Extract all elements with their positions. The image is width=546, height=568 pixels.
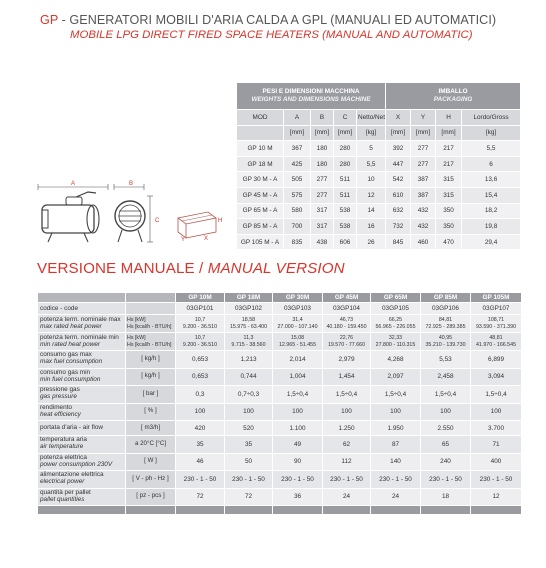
spec-value: 4,268 (371, 351, 421, 369)
dimension-value: 447 (386, 156, 411, 172)
heat-power-value: 32,33 27.800 - 110.315 (371, 333, 421, 351)
dim-column-header: B (311, 110, 334, 126)
spec-value: 18 (421, 488, 471, 506)
dimension-value: 350 (436, 203, 462, 219)
parameter-unit: a 20°C [°C] (126, 436, 176, 454)
model-header: GP 105M (471, 293, 522, 303)
spec-value: 24 (323, 488, 371, 506)
dimension-value: 367 (284, 141, 311, 157)
dimension-label-b: B (129, 181, 134, 187)
spec-value: 1.100 (273, 421, 323, 436)
heat-power-value: 66,25 56.965 - 226.055 (371, 315, 421, 333)
parameter-unit: [ pz - pcs ] (126, 488, 176, 506)
dimension-value: 438 (311, 234, 334, 250)
dimension-value: 387 (411, 187, 436, 203)
model-cell: GP 30 M - A (237, 172, 284, 188)
heat-power-value: 22,76 19.570 - 77.660 (323, 333, 371, 351)
dimension-value: 610 (386, 187, 411, 203)
dim-unit: [mm] (386, 125, 411, 141)
spec-value: 87 (371, 436, 421, 454)
heater-front-view-icon (115, 201, 145, 242)
dimensions-row (237, 203, 521, 219)
model-cell: GP 45 M - A (237, 187, 284, 203)
dimension-value: 280 (334, 141, 357, 157)
spec-value: 100 (323, 403, 371, 421)
heat-power-value: 31,4 27.000 - 107.140 (273, 315, 323, 333)
spec-value: 72 (225, 488, 273, 506)
product-code: 03GP102 (225, 303, 273, 315)
packaging-header: IMBALLO PACKAGING (386, 83, 521, 110)
spec-value: 0,3 (176, 386, 225, 404)
dimension-value: 29,4 (462, 234, 521, 250)
dimension-value: 432 (411, 203, 436, 219)
spec-value: 2,458 (421, 368, 471, 386)
dimension-value: 700 (284, 219, 311, 235)
dimension-drawings (36, 178, 231, 248)
spec-value: 35 (176, 436, 225, 454)
model-cell: GP 10 M (237, 141, 284, 157)
heater-side-view-icon (42, 192, 99, 242)
spec-value: 230 - 1 - 50 (421, 471, 471, 489)
dimension-value: 538 (334, 219, 357, 235)
catalog-title (40, 13, 496, 27)
dimension-value: 14 (357, 203, 386, 219)
dim-unit: [mm] (411, 125, 436, 141)
dimension-value: 542 (386, 172, 411, 188)
dimension-value: 392 (386, 141, 411, 157)
heat-power-value: 11,3 9.715 - 38.560 (225, 333, 273, 351)
spec-value: 0,744 (225, 368, 273, 386)
parameter-unit: Hs [kW] Hs [kcal/h - BTU/h] (126, 315, 176, 333)
heat-power-value: 40,95 35.210 - 139.730 (421, 333, 471, 351)
dimension-value: 470 (436, 234, 462, 250)
spec-value: 1,5÷0,4 (421, 386, 471, 404)
title-italian: GENERATORI MOBILI D'ARIA CALDA A GPL (MANUALI ED AUTOMATICI) (69, 13, 497, 27)
spec-value: 100 (176, 403, 225, 421)
dimensions-row (237, 141, 521, 157)
parameter-label: pressione gas gas pressure (38, 386, 126, 404)
spec-value: 1,213 (225, 351, 273, 369)
dimension-value: 317 (311, 203, 334, 219)
heat-power-value: 15,08 12.965 - 51.455 (273, 333, 323, 351)
dimension-value: 15,4 (462, 187, 521, 203)
spec-value: 90 (273, 453, 323, 471)
dimension-value: 732 (386, 219, 411, 235)
spec-value: 5,53 (421, 351, 471, 369)
dimension-value: 580 (284, 203, 311, 219)
spec-value: 6,899 (471, 351, 522, 369)
dimension-value: 315 (436, 172, 462, 188)
spec-value: 100 (371, 403, 421, 421)
dimension-value: 180 (311, 141, 334, 157)
dimension-value: 432 (411, 219, 436, 235)
spec-value: 71 (471, 436, 522, 454)
spec-value: 230 - 1 - 50 (471, 471, 522, 489)
model-header: GP 18M (225, 293, 273, 303)
dimension-label-x: X (204, 236, 209, 242)
dimension-value: 16 (357, 219, 386, 235)
dimensions-column-headers (237, 110, 521, 126)
parameter-label: portata d'aria - air flow (38, 421, 126, 436)
product-code: 03GP101 (176, 303, 225, 315)
dim-column-header: MOD (237, 110, 284, 126)
spec-value: 0,7÷0,3 (225, 386, 273, 404)
dimension-value: 835 (284, 234, 311, 250)
spec-row (38, 351, 522, 369)
package-box-icon (178, 212, 216, 238)
heat-power-value: 10,7 9.200 - 36.510 (176, 333, 225, 351)
dimension-value: 315 (436, 187, 462, 203)
parameter-label: consumo gas max max fuel consumption (38, 351, 126, 369)
spec-value: 49 (273, 436, 323, 454)
dimensions-table (236, 82, 521, 250)
model-header: GP 30M (273, 293, 323, 303)
dimension-value: 845 (386, 234, 411, 250)
model-header: GP 10M (176, 293, 225, 303)
title-english: MOBILE LPG DIRECT FIRED SPACE HEATERS (MANUAL AND AUTOMATIC) (70, 29, 473, 41)
dim-column-header: Netto/Net (357, 110, 386, 126)
dimension-value: 5 (357, 141, 386, 157)
dimension-value: 13,6 (462, 172, 521, 188)
dimension-value: 575 (284, 187, 311, 203)
spec-row (38, 488, 522, 506)
product-code: 03GP106 (421, 303, 471, 315)
spec-value: 230 - 1 - 50 (371, 471, 421, 489)
spec-value: 3.700 (471, 421, 522, 436)
model-cell: GP 85 M - A (237, 219, 284, 235)
spec-value: 1,004 (273, 368, 323, 386)
spec-value: 520 (225, 421, 273, 436)
product-code: 03GP104 (323, 303, 371, 315)
parameter-unit: [ V - ph - Hz ] (126, 471, 176, 489)
model-cell: GP 18 M (237, 156, 284, 172)
dimension-value: 19,8 (462, 219, 521, 235)
product-code: 03GP105 (371, 303, 421, 315)
heat-power-value: 10,7 9.200 - 36.510 (176, 315, 225, 333)
code-row (38, 303, 522, 315)
dimensions-row (237, 156, 521, 172)
spec-row (38, 453, 522, 471)
spec-value: 2,979 (323, 351, 371, 369)
spec-value: 140 (371, 453, 421, 471)
dim-column-header: C (334, 110, 357, 126)
spec-value: 72 (176, 488, 225, 506)
parameter-unit: [ % ] (126, 403, 176, 421)
dimension-value: 217 (436, 141, 462, 157)
parameter-label: potenza term. nominale max max rated heat power (38, 315, 126, 333)
heat-power-value: 46,73 40.180 - 159.450 (323, 315, 371, 333)
parameter-unit: Hs [kW] Hs [kcal/h - BTU/h] (126, 333, 176, 351)
spec-value: 420 (176, 421, 225, 436)
spec-value: 400 (471, 453, 522, 471)
spec-value: 0,653 (176, 351, 225, 369)
spec-value: 1,5÷0,4 (273, 386, 323, 404)
parameter-label: alimentazione elettrica electrical power (38, 471, 126, 489)
spec-value: 112 (323, 453, 371, 471)
product-code: 03GP103 (273, 303, 323, 315)
dim-unit: [mm] (284, 125, 311, 141)
dimension-value: 180 (311, 156, 334, 172)
spec-value: 230 - 1 - 50 (273, 471, 323, 489)
dimensions-units-row (237, 125, 521, 141)
spec-value: 1,5÷0,4 (371, 386, 421, 404)
dimensions-row (237, 219, 521, 235)
parameter-unit: [ kg/h ] (126, 351, 176, 369)
spec-value: 2,097 (371, 368, 421, 386)
heat-power-value: 84,81 72.925 - 289.385 (421, 315, 471, 333)
dim-column-header: Y (411, 110, 436, 126)
spec-value: 3,094 (471, 368, 522, 386)
parameter-unit: [ bar ] (126, 386, 176, 404)
dimension-value: 10 (357, 172, 386, 188)
dimension-label-a: A (71, 181, 76, 187)
table-footer-bar (38, 506, 522, 515)
dimension-value: 6 (462, 156, 521, 172)
product-code: 03GP107 (471, 303, 522, 315)
dimensions-row (237, 234, 521, 250)
spec-row (38, 368, 522, 386)
dimension-value: 387 (411, 172, 436, 188)
spec-value: 0,653 (176, 368, 225, 386)
dimension-value: 280 (334, 156, 357, 172)
dimension-value: 5,5 (357, 156, 386, 172)
spec-value: 1,5÷0,4 (323, 386, 371, 404)
heat-power-value: 108,71 93.590 - 371.390 (471, 315, 522, 333)
dim-unit: [mm] (311, 125, 334, 141)
spec-value: 230 - 1 - 50 (323, 471, 371, 489)
model-header: GP 85M (421, 293, 471, 303)
dimension-label-c: C (155, 218, 160, 224)
parameter-label: potenza term. nominale min min rated heat power (38, 333, 126, 351)
dimension-value: 317 (311, 219, 334, 235)
spec-value: 1.250 (323, 421, 371, 436)
spec-value: 230 - 1 - 50 (225, 471, 273, 489)
parameter-label: consumo gas min min fuel consumption (38, 368, 126, 386)
spec-row (38, 403, 522, 421)
dimensions-row (237, 172, 521, 188)
spec-value: 230 - 1 - 50 (176, 471, 225, 489)
power_min-row (38, 333, 522, 351)
parameter-unit: [ W ] (126, 453, 176, 471)
series-code: GP (40, 13, 59, 27)
spec-row (38, 471, 522, 489)
model-header: GP 45M (323, 293, 371, 303)
manual-specifications-table (37, 292, 522, 515)
manual-version-title: VERSIONE MANUALE / MANUAL VERSION (37, 260, 345, 277)
spec-value: 50 (225, 453, 273, 471)
spec-row (38, 386, 522, 404)
dimension-value: 538 (334, 203, 357, 219)
dim-column-header: X (386, 110, 411, 126)
dimension-value: 511 (334, 187, 357, 203)
model-header-row (38, 293, 522, 303)
dimension-label-y: Y (181, 237, 186, 243)
spec-row (38, 436, 522, 454)
spec-value: 100 (421, 403, 471, 421)
spec-value: 35 (225, 436, 273, 454)
code-label: codice - code (38, 303, 126, 315)
title-separator: - (58, 13, 70, 27)
dimension-value: 350 (436, 219, 462, 235)
dimension-value: 460 (411, 234, 436, 250)
parameter-unit: [ m3/h] (126, 421, 176, 436)
dimension-value: 26 (357, 234, 386, 250)
dimension-label-h: H (218, 218, 223, 224)
dimension-value: 277 (311, 187, 334, 203)
weights-dimensions-header: PESI E DIMENSIONI MACCHINA WEIGHTS AND DIMENSIONS MACHINE (237, 83, 386, 110)
spec-value: 46 (176, 453, 225, 471)
dim-column-header: Lordo/Gross (462, 110, 521, 126)
dim-unit: [mm] (334, 125, 357, 141)
dim-column-header: H (436, 110, 462, 126)
dimension-value: 425 (284, 156, 311, 172)
spec-value: 36 (273, 488, 323, 506)
parameter-label: potenza elettrica power consumption 230V (38, 453, 126, 471)
spec-value: 1.950 (371, 421, 421, 436)
model-header: GP 65M (371, 293, 421, 303)
dimension-value: 18,2 (462, 203, 521, 219)
parameter-unit: [ kg/h ] (126, 368, 176, 386)
spec-value: 24 (371, 488, 421, 506)
dimension-value: 511 (334, 172, 357, 188)
spec-row (38, 421, 522, 436)
power_max-row (38, 315, 522, 333)
dimension-value: 277 (311, 172, 334, 188)
dimension-value: 277 (411, 156, 436, 172)
parameter-label: quantità per pallet pallet quantities (38, 488, 126, 506)
dim-unit: [mm] (436, 125, 462, 141)
dimension-value: 277 (411, 141, 436, 157)
spec-value: 100 (225, 403, 273, 421)
heat-power-value: 48,81 41.970 - 166.545 (471, 333, 522, 351)
spec-value: 100 (273, 403, 323, 421)
spec-value: 1,454 (323, 368, 371, 386)
spec-value: 2.550 (421, 421, 471, 436)
spec-value: 65 (421, 436, 471, 454)
parameter-label: rendimento heat efficiency (38, 403, 126, 421)
dimension-value: 632 (386, 203, 411, 219)
dimensions-row (237, 187, 521, 203)
spec-value: 100 (471, 403, 522, 421)
dim-unit (237, 125, 284, 141)
parameter-label: temperatura aria air temperature (38, 436, 126, 454)
spec-value: 2,014 (273, 351, 323, 369)
dimension-value: 5,5 (462, 141, 521, 157)
spec-value: 12 (471, 488, 522, 506)
heat-power-value: 18,58 15.975 - 63.400 (225, 315, 273, 333)
dim-column-header: A (284, 110, 311, 126)
dimension-value: 12 (357, 187, 386, 203)
spec-value: 1,5÷0,4 (471, 386, 522, 404)
dim-unit: [kg] (462, 125, 521, 141)
model-cell: GP 105 M - A (237, 234, 284, 250)
dimension-value: 606 (334, 234, 357, 250)
model-cell: GP 65 M - A (237, 203, 284, 219)
spec-value: 240 (421, 453, 471, 471)
dim-unit: [kg] (357, 125, 386, 141)
dimension-value: 217 (436, 156, 462, 172)
spec-value: 62 (323, 436, 371, 454)
dimension-value: 505 (284, 172, 311, 188)
